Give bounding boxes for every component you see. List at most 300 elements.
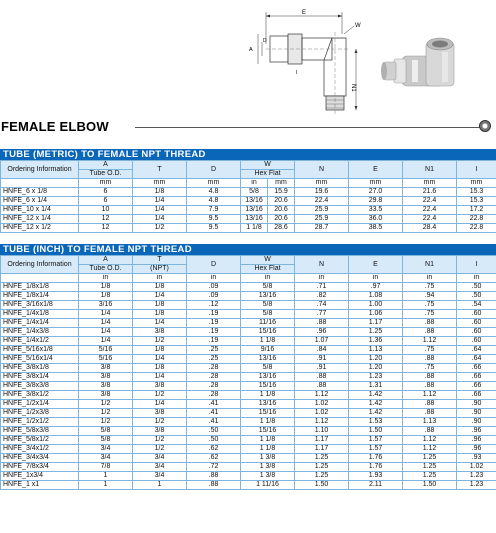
value-cell: .25	[187, 355, 241, 364]
value-cell: .71	[295, 283, 349, 292]
table-row	[1, 481, 496, 490]
value-cell: 12	[79, 224, 133, 233]
unit-cell: mm	[268, 179, 295, 188]
value-cell: 22.8	[457, 224, 496, 233]
ordering-code-cell: HNFE_12 x 1/4	[1, 215, 79, 224]
value-cell: .74	[295, 301, 349, 310]
col-a-header: A	[79, 161, 133, 170]
value-cell: 1.50	[349, 427, 403, 436]
metric-table	[0, 160, 496, 233]
value-cell: 1/2	[133, 436, 187, 445]
col-ordering-header: Ordering Information	[1, 256, 79, 274]
value-cell: .28	[187, 382, 241, 391]
value-cell: 1/4	[133, 197, 187, 206]
value-cell: 1.25	[403, 463, 457, 472]
value-cell: 20.6	[268, 206, 295, 215]
ordering-code-cell: HNFE_3/8x3/8	[1, 382, 79, 391]
col-d-header: D	[187, 256, 241, 274]
table-row	[1, 409, 496, 418]
value-cell: 1 1/8	[241, 391, 295, 400]
value-cell: 3/4	[133, 463, 187, 472]
value-cell: 13/16	[241, 197, 268, 206]
value-cell: .50	[457, 292, 496, 301]
value-cell: 10	[79, 206, 133, 215]
value-cell: .88	[403, 382, 457, 391]
ordering-code-cell: HNFE_1/8x1/8	[1, 283, 79, 292]
metric-unit-row	[1, 179, 496, 188]
value-cell: .64	[457, 346, 496, 355]
value-cell: 13/16	[241, 400, 295, 409]
value-cell: .62	[187, 454, 241, 463]
value-cell: 1.17	[349, 319, 403, 328]
value-cell: 1/8	[133, 346, 187, 355]
ordering-code-cell: HNFE_1x3/4	[1, 472, 79, 481]
value-cell: .66	[457, 382, 496, 391]
value-cell: 1/2	[133, 391, 187, 400]
ordering-code-cell: HNFE_10 x 1/4	[1, 206, 79, 215]
value-cell: .88	[403, 328, 457, 337]
value-cell: 1 1/8	[241, 436, 295, 445]
value-cell: .90	[457, 418, 496, 427]
value-cell: .50	[457, 283, 496, 292]
value-cell: 1.42	[349, 409, 403, 418]
value-cell: 5/8	[79, 436, 133, 445]
unit-cell: in	[349, 274, 403, 283]
value-cell: 1	[79, 481, 133, 490]
value-cell: 12	[79, 215, 133, 224]
value-cell: .28	[187, 364, 241, 373]
col-ordering-header: Ordering Information	[1, 161, 79, 179]
value-cell: 1.76	[349, 463, 403, 472]
value-cell: 22.4	[295, 197, 349, 206]
ordering-code-cell: HNFE_1/2x1/4	[1, 400, 79, 409]
value-cell: 22.8	[457, 215, 496, 224]
value-cell: 5/8	[241, 188, 268, 197]
value-cell: 1.13	[403, 418, 457, 427]
value-cell: 1/4	[79, 319, 133, 328]
table-row	[1, 463, 496, 472]
value-cell: 1.25	[295, 463, 349, 472]
value-cell: 1 3/8	[241, 463, 295, 472]
ordering-code-cell: HNFE_3/4x1/2	[1, 445, 79, 454]
value-cell: 9.5	[187, 215, 241, 224]
value-cell: 1.23	[457, 472, 496, 481]
col-d-header: D	[187, 161, 241, 179]
value-cell: .28	[187, 373, 241, 382]
value-cell: 1/2	[79, 409, 133, 418]
value-cell: 3/8	[79, 382, 133, 391]
value-cell: 1.31	[349, 382, 403, 391]
value-cell: 1/8	[79, 292, 133, 301]
unit-cell: in	[133, 274, 187, 283]
value-cell: .60	[457, 310, 496, 319]
col-e-header: E	[349, 256, 403, 274]
ordering-code-cell: HNFE_5/16x1/8	[1, 346, 79, 355]
col-w-subheader: Hex Flat	[241, 170, 295, 179]
table-row	[1, 373, 496, 382]
ordering-code-cell: HNFE_3/8x1/8	[1, 364, 79, 373]
value-cell: 5/8	[241, 301, 295, 310]
ordering-code-cell: HNFE_7/8x3/4	[1, 463, 79, 472]
value-cell: 3/8	[133, 382, 187, 391]
unit-cell: mm	[133, 179, 187, 188]
table-row	[1, 418, 496, 427]
value-cell: 28.6	[268, 224, 295, 233]
value-cell: .82	[295, 292, 349, 301]
value-cell: .09	[187, 283, 241, 292]
value-cell: .25	[187, 346, 241, 355]
value-cell: 28.7	[295, 224, 349, 233]
table-row	[1, 328, 496, 337]
value-cell: 13/16	[241, 206, 268, 215]
ordering-code-cell: HNFE_1/2x3/8	[1, 409, 79, 418]
value-cell: 1.08	[349, 292, 403, 301]
value-cell: 1.25	[403, 454, 457, 463]
table-row	[1, 454, 496, 463]
value-cell: 5/8	[241, 310, 295, 319]
dim-a-label: A	[249, 47, 253, 53]
ordering-code-cell: HNFE_5/16x1/4	[1, 355, 79, 364]
value-cell: .96	[457, 445, 496, 454]
value-cell: 15.3	[457, 197, 496, 206]
value-cell: .77	[295, 310, 349, 319]
ordering-code-cell: HNFE_6 x 1/8	[1, 188, 79, 197]
value-cell: 15/16	[241, 409, 295, 418]
unit-cell	[1, 179, 79, 188]
value-cell: 1.25	[295, 472, 349, 481]
value-cell: 1.57	[349, 436, 403, 445]
section-title: FEMALE ELBOW	[1, 119, 109, 134]
female-elbow-drawing	[226, 4, 488, 116]
value-cell: .88	[187, 481, 241, 490]
value-cell: 1.12	[403, 391, 457, 400]
col-a-subheader: Tube O.D.	[79, 265, 133, 274]
table-row	[1, 382, 496, 391]
value-cell: 1.25	[403, 472, 457, 481]
unit-cell: in	[403, 274, 457, 283]
value-cell: 22.4	[403, 206, 457, 215]
value-cell: 5/16	[79, 355, 133, 364]
table-row	[1, 337, 496, 346]
value-cell: 1.53	[349, 418, 403, 427]
value-cell: 9.5	[187, 224, 241, 233]
value-cell: 1.17	[295, 436, 349, 445]
ordering-code-cell: HNFE_5/8x1/2	[1, 436, 79, 445]
value-cell: 3/8	[133, 427, 187, 436]
value-cell: 1 11/16	[241, 481, 295, 490]
value-cell: 13/16	[241, 292, 295, 301]
value-cell: 1/4	[79, 310, 133, 319]
value-cell: 17.2	[457, 206, 496, 215]
table-row	[1, 224, 496, 233]
inch-section	[0, 244, 496, 490]
value-cell: 1 3/8	[241, 472, 295, 481]
value-cell: 6	[79, 188, 133, 197]
value-cell: 1.12	[295, 391, 349, 400]
value-cell: 1/4	[133, 373, 187, 382]
ordering-code-cell: HNFE_1/4x1/4	[1, 319, 79, 328]
value-cell: 1	[79, 472, 133, 481]
value-cell: 27.0	[349, 188, 403, 197]
col-n-header: N	[295, 161, 349, 179]
value-cell: 13/16	[241, 373, 295, 382]
value-cell: 1/2	[79, 400, 133, 409]
ordering-code-cell: HNFE_1 x1	[1, 481, 79, 490]
value-cell: .84	[295, 346, 349, 355]
unit-cell	[1, 274, 79, 283]
value-cell: 5/8	[241, 364, 295, 373]
value-cell: .88	[295, 373, 349, 382]
value-cell: 28.4	[403, 224, 457, 233]
table-row	[1, 445, 496, 454]
value-cell: .12	[187, 301, 241, 310]
dim-n1-label: N1	[350, 84, 356, 92]
ordering-code-cell: HNFE_3/4x3/4	[1, 454, 79, 463]
col-n-header: N	[295, 256, 349, 274]
unit-cell: in	[457, 274, 496, 283]
value-cell: .96	[295, 328, 349, 337]
value-cell: 1/4	[133, 206, 187, 215]
col-w-subheader: Hex Flat	[241, 265, 295, 274]
value-cell: .60	[457, 319, 496, 328]
value-cell: .94	[403, 292, 457, 301]
value-cell: 3/4	[79, 445, 133, 454]
value-cell: .91	[295, 355, 349, 364]
inch-table	[0, 255, 496, 490]
col-w-header: W	[241, 161, 295, 170]
value-cell: 38.5	[349, 224, 403, 233]
value-cell: 5/16	[79, 346, 133, 355]
value-cell: 15.3	[457, 188, 496, 197]
value-cell: 1/4	[133, 319, 187, 328]
table-row	[1, 292, 496, 301]
value-cell: .41	[187, 418, 241, 427]
value-cell: 1.12	[403, 445, 457, 454]
value-cell: 1.50	[295, 481, 349, 490]
value-cell: 6	[79, 197, 133, 206]
table-row	[1, 188, 496, 197]
value-cell: 1/4	[133, 292, 187, 301]
ordering-code-cell: HNFE_3/8x1/4	[1, 373, 79, 382]
value-cell: .66	[457, 364, 496, 373]
value-cell: 4.8	[187, 188, 241, 197]
table-row	[1, 472, 496, 481]
table-row	[1, 283, 496, 292]
value-cell: 3/8	[79, 373, 133, 382]
value-cell: 1/2	[133, 337, 187, 346]
value-cell: 3/16	[79, 301, 133, 310]
table-row	[1, 319, 496, 328]
value-cell: 1/8	[79, 283, 133, 292]
value-cell: .41	[187, 400, 241, 409]
value-cell: 1/2	[133, 418, 187, 427]
value-cell: 1/4	[79, 337, 133, 346]
value-cell: .90	[457, 409, 496, 418]
value-cell: 9/16	[241, 346, 295, 355]
ordering-code-cell: HNFE_3/16x1/8	[1, 301, 79, 310]
value-cell: .75	[403, 310, 457, 319]
col-a-header: A	[79, 256, 133, 265]
metric-section	[0, 149, 496, 233]
value-cell: .96	[457, 436, 496, 445]
value-cell: .19	[187, 310, 241, 319]
value-cell: 1 1/8	[241, 418, 295, 427]
value-cell: .41	[187, 409, 241, 418]
table-row	[1, 427, 496, 436]
title-divider	[135, 127, 480, 128]
value-cell: 29.8	[349, 197, 403, 206]
ordering-code-cell: HNFE_12 x 1/2	[1, 224, 79, 233]
col-t-subheader: (NPT)	[133, 265, 187, 274]
col-e-header: E	[349, 161, 403, 179]
value-cell: 25.9	[295, 206, 349, 215]
table-row	[1, 436, 496, 445]
value-cell: 1/8	[133, 364, 187, 373]
value-cell: 1/8	[133, 301, 187, 310]
product-photo	[381, 38, 454, 86]
inch-section-heading: TUBE (INCH) TO FEMALE NPT THREAD	[0, 244, 496, 255]
value-cell: .28	[187, 391, 241, 400]
value-cell: 1/8	[133, 188, 187, 197]
value-cell: 1.12	[403, 436, 457, 445]
col-n1-header: N1	[403, 256, 457, 274]
value-cell: 1.17	[295, 445, 349, 454]
table-row	[1, 197, 496, 206]
value-cell: 1/4	[133, 215, 187, 224]
value-cell: 3/4	[133, 472, 187, 481]
unit-cell: in	[241, 179, 268, 188]
dim-w-label: W	[355, 23, 361, 29]
value-cell: 20.6	[268, 215, 295, 224]
value-cell: 1.25	[295, 454, 349, 463]
unit-cell: mm	[457, 179, 496, 188]
value-cell: 3/4	[79, 454, 133, 463]
col-w-header: W	[241, 256, 295, 265]
value-cell: .88	[403, 400, 457, 409]
value-cell: 1.02	[295, 409, 349, 418]
value-cell: 1 3/8	[241, 454, 295, 463]
value-cell: .62	[187, 445, 241, 454]
table-row	[1, 391, 496, 400]
ordering-code-cell: HNFE_1/2x1/2	[1, 418, 79, 427]
value-cell: 1.10	[295, 427, 349, 436]
unit-cell: in	[295, 274, 349, 283]
col-i-header: I	[457, 256, 496, 274]
value-cell: .75	[403, 364, 457, 373]
value-cell: 1.42	[349, 391, 403, 400]
value-cell: 1.25	[349, 328, 403, 337]
value-cell: 21.6	[403, 188, 457, 197]
dim-d-label: D	[263, 38, 267, 44]
value-cell: 1.42	[349, 400, 403, 409]
value-cell: 25.9	[295, 215, 349, 224]
value-cell: 22.4	[403, 215, 457, 224]
value-cell: 1.13	[349, 346, 403, 355]
unit-cell: mm	[349, 179, 403, 188]
ordering-code-cell: HNFE_5/8x3/8	[1, 427, 79, 436]
value-cell: 3/8	[133, 409, 187, 418]
value-cell: 1.20	[349, 355, 403, 364]
unit-cell: mm	[403, 179, 457, 188]
unit-cell: mm	[79, 179, 133, 188]
value-cell: .88	[295, 382, 349, 391]
value-cell: 2.11	[349, 481, 403, 490]
value-cell: 15/16	[241, 328, 295, 337]
col-i-header: I	[457, 161, 496, 179]
dim-i-label: I	[296, 70, 298, 76]
value-cell: 1.12	[295, 418, 349, 427]
value-cell: 7/8	[79, 463, 133, 472]
ordering-code-cell: HNFE_1/4x1/8	[1, 310, 79, 319]
table-row	[1, 206, 496, 215]
value-cell: 3/8	[79, 391, 133, 400]
table-row	[1, 301, 496, 310]
unit-cell: mm	[295, 179, 349, 188]
table-row	[1, 400, 496, 409]
value-cell: 4.8	[187, 197, 241, 206]
value-cell: 1.02	[457, 463, 496, 472]
value-cell: 1.23	[457, 481, 496, 490]
ordering-code-cell: HNFE_1/8x1/4	[1, 292, 79, 301]
value-cell: .60	[457, 328, 496, 337]
value-cell: .88	[403, 409, 457, 418]
value-cell: 1.36	[349, 337, 403, 346]
value-cell: .75	[403, 301, 457, 310]
bullet-circle-icon	[479, 120, 491, 132]
value-cell: .66	[457, 373, 496, 382]
value-cell: .96	[457, 427, 496, 436]
value-cell: .19	[187, 319, 241, 328]
value-cell: .60	[457, 337, 496, 346]
value-cell: 1 1/8	[241, 445, 295, 454]
table-row	[1, 215, 496, 224]
value-cell: 5/8	[241, 283, 295, 292]
value-cell: .97	[349, 283, 403, 292]
value-cell: 33.5	[349, 206, 403, 215]
metric-header-row	[1, 161, 496, 170]
unit-cell: in	[79, 274, 133, 283]
value-cell: 1/4	[133, 400, 187, 409]
value-cell: .66	[457, 391, 496, 400]
ordering-code-cell: HNFE_1/4x3/8	[1, 328, 79, 337]
value-cell: 22.4	[403, 197, 457, 206]
value-cell: 1/8	[133, 283, 187, 292]
inch-unit-row	[1, 274, 496, 283]
value-cell: .09	[187, 292, 241, 301]
value-cell: .90	[457, 400, 496, 409]
value-cell: 36.0	[349, 215, 403, 224]
value-cell: .50	[187, 436, 241, 445]
inch-header-row	[1, 256, 496, 265]
value-cell: 1.76	[349, 454, 403, 463]
value-cell: 1.23	[349, 373, 403, 382]
metric-section-heading: TUBE (METRIC) TO FEMALE NPT THREAD	[0, 149, 496, 160]
value-cell: .72	[187, 463, 241, 472]
value-cell: 1/2	[133, 445, 187, 454]
value-cell: 1/2	[133, 224, 187, 233]
col-t-header: T	[133, 161, 187, 179]
table-row	[1, 364, 496, 373]
value-cell: 1.57	[349, 445, 403, 454]
value-cell: 1/4	[133, 355, 187, 364]
unit-cell: in	[187, 274, 241, 283]
value-cell: .54	[457, 301, 496, 310]
value-cell: .75	[403, 283, 457, 292]
value-cell: 1.12	[403, 337, 457, 346]
col-n1-header: N1	[403, 161, 457, 179]
ordering-code-cell: HNFE_3/8x1/2	[1, 391, 79, 400]
value-cell: 1.50	[403, 481, 457, 490]
